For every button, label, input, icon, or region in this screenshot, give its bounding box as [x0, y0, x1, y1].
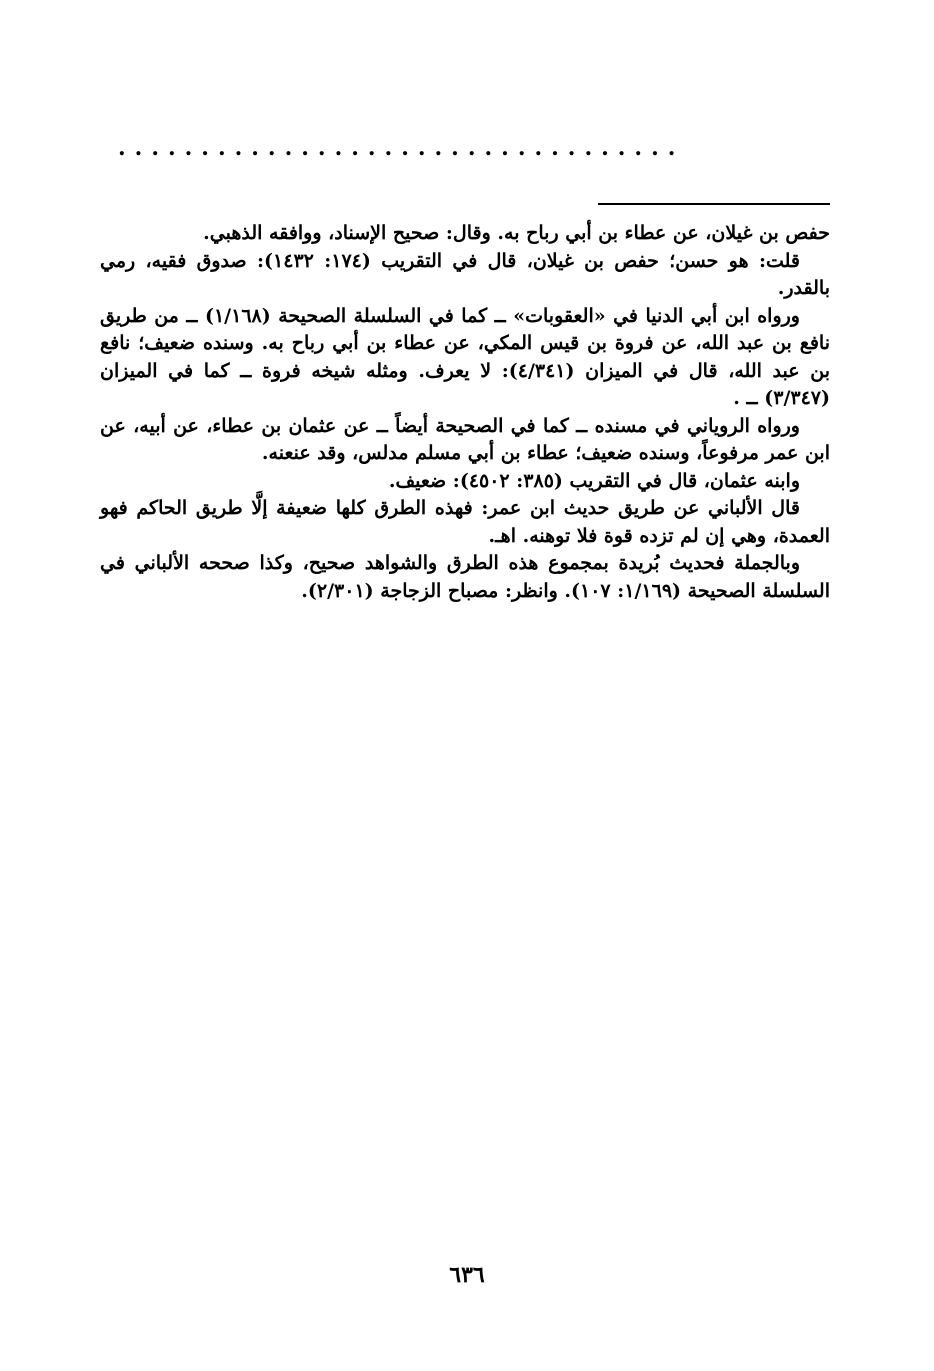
page-number: ٦٣٦: [449, 1262, 485, 1288]
footnote-paragraph: ورواه الروياني في مسنده ــ كما في الصحيحة أيضاً ــ عن عثمان بن عطاء، عن أبيه، عن ابن عمر مرفوعاً، وسنده ضعيف؛ عطاء بن أبي مسلم مدلس، وقد عنعنه.: [100, 414, 830, 464]
footnote-separator-line: [598, 203, 830, 205]
footnote-paragraph: حفص بن غيلان، عن عطاء بن أبي رباح به. وقال: صحيح الإسناد، ووافقه الذهبي.: [203, 222, 830, 244]
footnote-paragraph: ورواه ابن أبي الدنيا في «العقوبات» ــ كما في السلسلة الصحيحة (١/١٦٨) ــ من طريق نافع بن عبد الله، عن فروة بن قيس المكي، عن عطاء بن أبي رباح به. وسنده ضعيف؛ نافع بن عبد الله، قال في الميزان (٤/٣٤١): لا يعرف. ومثله شيخه فروة ــ كما في الميزان (٣/٣٤٧) ــ .: [100, 304, 830, 409]
footnote-paragraph: قال الألباني عن طريق حديث ابن عمر: فهذه الطرق كلها ضعيفة إلَّا طريق الحاكم فهو العمدة، وهي إن لم تزده قوة فلا توهنه. اهـ.: [100, 497, 830, 547]
footnote-paragraph: وبالجملة فحديث بُريدة بمجموع هذه الطرق والشواهد صحيح، وكذا صححه الألباني في السلسلة الصحيحة (١/١٦٩: ١٠٧). وانظر: مصباح الزجاجة (٢/٣٠١).: [100, 552, 830, 602]
separator-dots: ..................................: [118, 138, 685, 158]
footnote-paragraph: وابنه عثمان، قال في التقريب (٣٨٥: ٤٥٠٢): ضعيف.: [388, 469, 800, 492]
footnote-body: [100, 220, 830, 605]
footnote-paragraph: قلت: هو حسن؛ حفص بن غيلان، قال في التقريب (١٧٤: ١٤٣٢): صدوق فقيه، رمي بالقدر.: [100, 249, 830, 299]
